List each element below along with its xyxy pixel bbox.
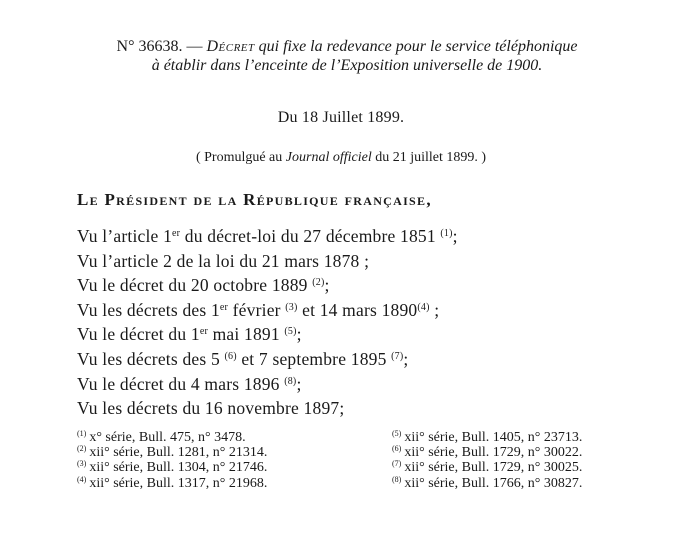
- visa-superscript: (4): [417, 301, 430, 313]
- visa-text: Vu les décrets des 5: [77, 348, 225, 369]
- footnote-mark: (6): [392, 444, 402, 454]
- footnote-mark: (8): [392, 474, 402, 484]
- footnote-text: x° série, Bull. 475, n° 3478.: [89, 430, 246, 445]
- footnote-mark: (3): [77, 459, 87, 469]
- visa-superscript: er: [219, 301, 229, 313]
- visa-text: mai 1891: [208, 324, 285, 345]
- visa-text: ;: [324, 275, 330, 296]
- decree-date: Du 18 Juillet 1899.: [277, 109, 405, 126]
- visas-list: [77, 224, 458, 421]
- promulgation-before: ( Promulgué au: [195, 150, 286, 165]
- footnote-mark: (2): [77, 444, 87, 454]
- visa-line: [77, 347, 458, 372]
- visa-superscript: (2): [312, 277, 325, 289]
- visa-text: et 7 septembre 1895: [236, 348, 392, 369]
- decree-title-line-2: à établir dans l’enceinte de l’Exposition universelle de 1900.: [151, 57, 543, 74]
- footnote: [392, 460, 582, 475]
- visa-superscript: (6): [224, 350, 237, 362]
- decree-number: N° 36638. —: [116, 38, 207, 55]
- footnote: [392, 445, 582, 460]
- visa-text: ;: [452, 226, 458, 246]
- footnote: [77, 476, 267, 491]
- footnote-mark: (7): [392, 459, 402, 469]
- decree-title-line-1: [62, 37, 632, 56]
- visa-line: [77, 372, 458, 397]
- visa-text: du décret-loi du 27 décembre 1851: [180, 226, 441, 246]
- visa-superscript: (8): [284, 375, 297, 387]
- visa-superscript: (5): [284, 326, 297, 338]
- decree-title: [62, 37, 632, 75]
- footnotes-right: [392, 430, 582, 491]
- visa-line: [77, 298, 458, 323]
- promulgation-note: [0, 150, 682, 166]
- footnote-text: xii° série, Bull. 1405, n° 23713.: [404, 430, 583, 445]
- footnote-text: xii° série, Bull. 1766, n° 30827.: [404, 475, 583, 491]
- footnote: [77, 430, 267, 445]
- visa-superscript: (7): [391, 350, 404, 362]
- visa-text: Vu l’article 1: [77, 226, 173, 246]
- promulgation-after: du 21 juillet 1899. ): [371, 150, 487, 165]
- footnote-mark: (4): [77, 474, 87, 484]
- visa-text: ;: [296, 373, 302, 394]
- footnote: [77, 460, 267, 475]
- visa-text: et 14 mars 1890: [297, 299, 418, 320]
- visa-text: Vu le décret du 4 mars 1896: [77, 373, 285, 394]
- footnote-text: xii° série, Bull. 1729, n° 30025.: [404, 460, 583, 476]
- footnote: [392, 476, 582, 491]
- footnotes-left: [77, 430, 267, 491]
- visa-line: [77, 396, 458, 421]
- visa-text: Vu le décret du 1: [77, 324, 200, 345]
- decree-title-text: qui fixe la redevance pour le service téléphonique: [254, 38, 578, 55]
- visa-line: [77, 224, 458, 249]
- footnote: [392, 430, 582, 445]
- visa-text: février: [228, 299, 286, 320]
- footnote-text: xii° série, Bull. 1281, n° 21314.: [89, 445, 268, 461]
- footnote-mark: (1): [77, 429, 87, 438]
- visa-line: [77, 273, 458, 298]
- visa-text: ;: [429, 299, 440, 320]
- visa-superscript: (1): [440, 228, 453, 239]
- visa-superscript: er: [199, 326, 209, 338]
- visa-line: [77, 249, 458, 274]
- footnote-text: xii° série, Bull. 1729, n° 30022.: [404, 445, 583, 461]
- footnote-text: xii° série, Bull. 1317, n° 21968.: [89, 475, 268, 491]
- visa-text: Vu les décrets des 1: [77, 299, 220, 320]
- footnote-mark: (5): [392, 429, 402, 438]
- visa-line: [77, 322, 458, 347]
- president-heading: Le Président de la République française,: [77, 190, 432, 209]
- journal-officiel: Journal officiel: [285, 150, 372, 165]
- visa-text: Vu les décrets du 16 novembre 1897;: [77, 398, 345, 419]
- footnote-text: xii° série, Bull. 1304, n° 21746.: [89, 460, 268, 476]
- visa-text: Vu l’article 2 de la loi du 21 mars 1878 ;: [77, 250, 370, 271]
- visa-text: ;: [403, 348, 409, 369]
- decree-title-prefix: Décret: [206, 38, 255, 55]
- visa-superscript: (3): [285, 301, 298, 313]
- footnote: [77, 445, 267, 460]
- visa-text: ;: [296, 324, 302, 345]
- visa-text: Vu le décret du 20 octobre 1889: [77, 275, 313, 296]
- visa-superscript: er: [172, 228, 181, 239]
